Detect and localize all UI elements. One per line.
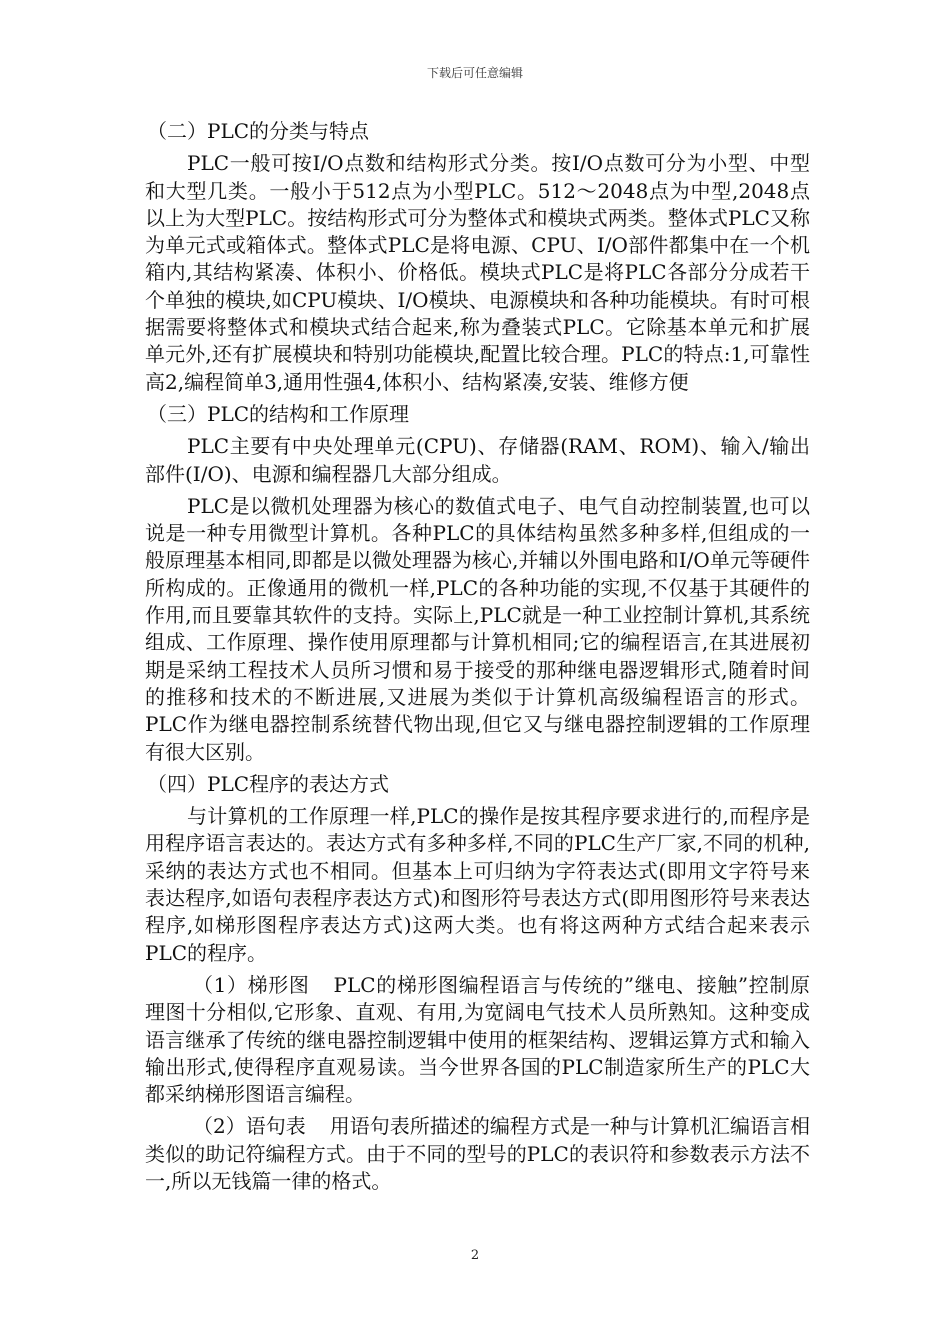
paragraph-classification: PLC一般可按I/O点数和结构形式分类。按I/O点数可分为小型、中型和大型几类。一般小于512点为小型PLC。512～2048点为中型,2048点以上为大型PLC。按结构形式可分为整体式和模块式两类。整体式PLC又称为单元式或箱体式。整体式PLC是将电源、CPU、I/O部件都集中在一个机箱内,其结构紧凑、体积小、价格低。模块式PLC是将PLC各部分分成若干个单独的模块,如CPU模块、I/O模块、电源模块和各种功能模块。有时可根据需要将整体式和模块式结合起来,称为叠装式PLC。它除基本单元和扩展单元外,还有扩展模块和特别功能模块,配置比较合理。PLC的特点:1,可靠性高2,编程简单3,通用性强4,体积小、结构紧凑,安装、维修方便 — [145, 151, 810, 394]
paragraph-structure-principle: PLC是以微机处理器为核心的数值式电子、电气自动控制装置,也可以说是一种专用微型计算机。各种PLC的具体结构虽然多种多样,但组成的一般原理基本相同,即都是以微处理器为核心,并辅以外围电路和I/O单元等硬件所构成的。正像通用的微机一样,PLC的各种功能的实现,不仅基于其硬件的作用,而且要靠其软件的支持。实际上,PLC就是一种工业控制计算机,其系统组成、工作原理、操作使用原理都与计算机相同;它的编程语言,在其进展初期是采纳工程技术人员所习惯和易于接受的那种继电器逻辑形式,随着时间的推移和技术的不断进展,又进展为类似于计算机高级编程语言的形式。PLC作为继电器控制系统替代物出现,但它又与继电器控制逻辑的工作原理有很大区别。 — [145, 493, 810, 764]
subsection-label-statement: （2）语句表 — [193, 1114, 306, 1139]
subsection-text-ladder: PLC的梯形图编程语言与传统的”继电、接触”控制原理图十分相似,它形象、直观、有用,为宽阔电气技术人员所熟知。这种变成语言继承了传统的继电器控制逻辑中使用的框架结构、逻辑运算方式和输入输出形式,使得程序直观易读。当今世界各国的PLC制造家所生产的PLC大都采纳梯形图语言编程。 — [145, 972, 810, 1107]
section-program-expression — [145, 771, 810, 1195]
paragraph-program-expression: 与计算机的工作原理一样,PLC的操作是按其程序要求进行的,而程序是用程序语言表达的。表达方式有多种多样,不同的PLC生产厂家,不同的机种,采纳的表达方式也不相同。但基本上可归纳为字符表达式(即用文字符号来表达程序,如语句表程序表达方式)和图形符号表达方式(即用图形符号来表达程序,如梯形图程序表达方式)这两大类。也有将这两种方式结合起来表示PLC的程序。 — [145, 804, 810, 965]
subsection-statement-list — [145, 1113, 810, 1195]
section-heading-classification: （二）PLC的分类与特点 — [147, 119, 370, 143]
page-header: 下载后可任意编辑 — [426, 66, 523, 80]
subsection-ladder-diagram — [145, 972, 810, 1108]
document-body — [145, 118, 810, 1200]
page-number: 2 — [470, 1248, 480, 1263]
subsection-label-ladder: （1）梯形图 — [193, 972, 310, 997]
section-structure — [145, 401, 810, 766]
section-heading-structure: （三）PLC的结构和工作原理 — [147, 401, 410, 426]
section-heading-program-expression: （四）PLC程序的表达方式 — [147, 771, 390, 796]
paragraph-structure-components: PLC主要有中央处理单元(CPU)、存储器(RAM、ROM)、输入/输出部件(I/O)、电源和编程器几大部分组成。 — [145, 434, 810, 486]
subsection-text-statement: 用语句表所描述的编程方式是一种与计算机汇编语言相类似的助记符编程方式。由于不同的型号的PLC的表识符和参数表示方法不一,所以无钱篇一律的格式。 — [145, 1114, 810, 1193]
section-classification — [145, 118, 810, 396]
